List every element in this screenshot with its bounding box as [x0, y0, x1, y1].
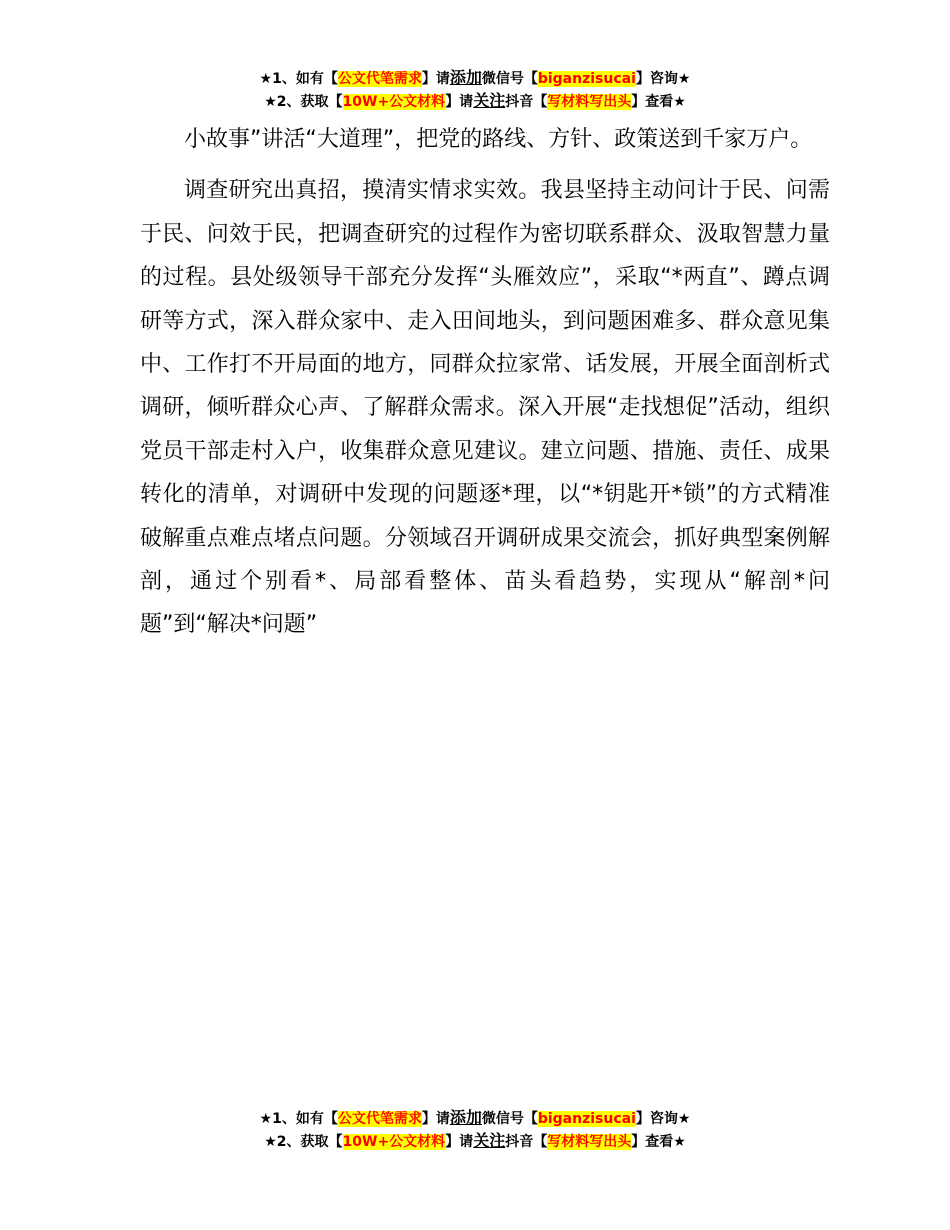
banner-line-2: ★2、获取【10W+公文材料】请关注抖音【写材料写出头】查看★: [264, 1131, 686, 1150]
paragraph: 调查研究出真招，摸清实情求实效。我县坚持主动问计于民、问需于民、问效于民，把调查研究的过程作为密切联系群众、汲取智慧力量的过程。县处级领导干部充分发挥“头雁效应”，采取“*两直”、蹲点调研等方式，深入群众家中、走入田间地头，到问题困难多、群众意见集中、工作打不开局面的地方，同群众拉家常、话发展，开展全面剖析式调研，倾听群众心声、了解群众需求。深入开展“走找想促”活动，组织党员干部走村入户，收集群众意见建议。建立问题、措施、责任、成果转化的清单，对调研中发现的问题逐*理，以“*钥匙开*锁”的方式精准破解重点难点堵点问题。分领域召开调研成果交流会，抓好典型案例解剖，通过个别看*、局部看整体、苗头看趋势，实现从“解剖*问题”到“解决*问题”: [140, 178, 830, 638]
document-body: [140, 118, 830, 647]
banner-emphasis: 添加: [449, 68, 482, 87]
paragraph: 小故事”讲活“大道理”，把党的路线、方针、政策送到千家万户。: [184, 127, 813, 152]
banner-line-2: ★2、获取【10W+公文材料】请关注抖音【写材料写出头】查看★: [264, 91, 686, 110]
banner-wechat-id: biganzisucai: [537, 1111, 636, 1127]
banner-line-1: ★1、如有【公文代笔需求】请添加微信号【biganzisucai】咨询★: [259, 68, 691, 87]
banner-highlight: 公文代笔需求: [337, 1111, 422, 1127]
footer-banner: [0, 1107, 950, 1153]
banner-emphasis: 关注: [473, 1131, 506, 1150]
banner-douyin-id: 写材料写出头: [547, 1134, 632, 1150]
banner-line-1: ★1、如有【公文代笔需求】请添加微信号【biganzisucai】咨询★: [259, 1108, 691, 1127]
banner-emphasis: 添加: [449, 1108, 482, 1127]
banner-highlight: 公文代笔需求: [337, 71, 422, 87]
header-banner: [0, 67, 950, 113]
banner-emphasis: 关注: [473, 91, 506, 110]
banner-douyin-id: 写材料写出头: [547, 94, 632, 110]
banner-wechat-id: biganzisucai: [537, 71, 636, 87]
banner-highlight: 10W+公文材料: [342, 1134, 446, 1150]
banner-highlight: 10W+公文材料: [342, 94, 446, 110]
